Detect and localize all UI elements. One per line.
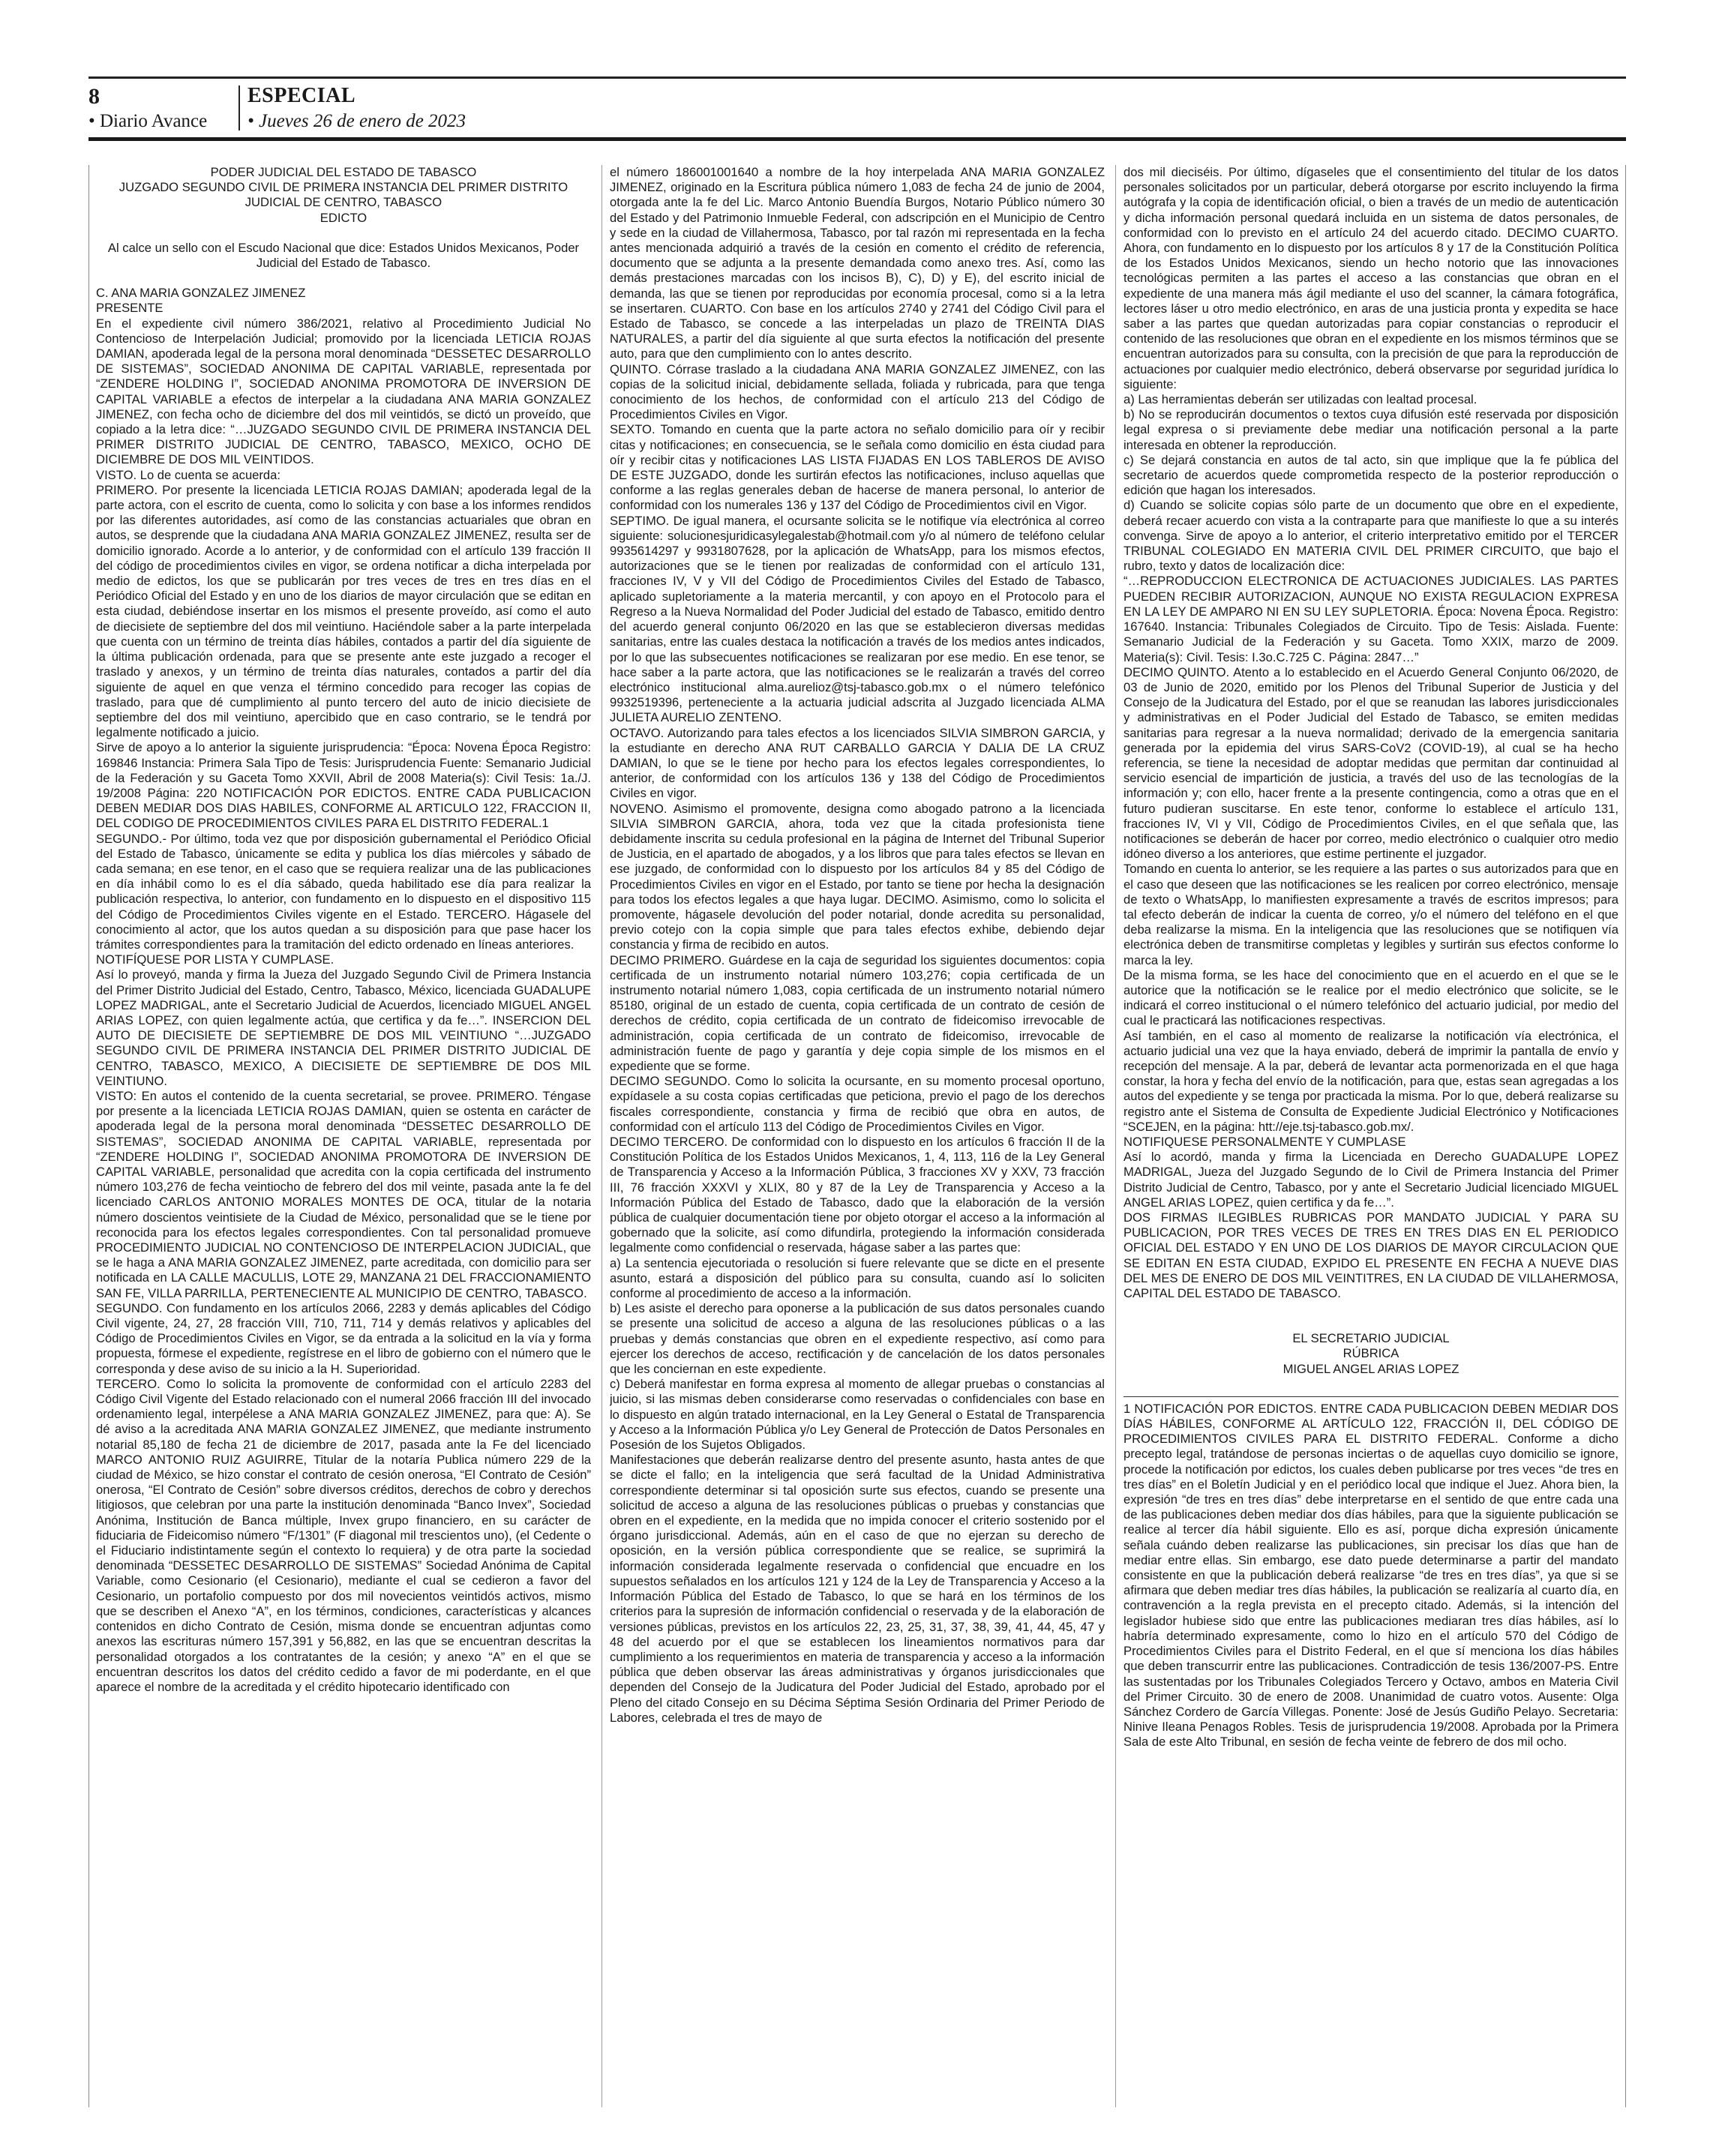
paragraph: PRIMERO. Por presente la licenciada LETICIA ROJAS DAMIAN; apoderada legal de la parte actora, con el escrito de cuenta, como lo solicita y con base a los informes rendidos por las diferentes autoridades, así como de las constancias actuariales que obran en autos, se desprende que la ciudadana ANA MARIA GONZALEZ JIMENEZ, resulta ser de domicilio ignorado. Acorde a lo anterior, y de conformidad con el artículo 139 fracción II del código de procedimientos civiles en vigor, se ordena notificar a dicha interpelada por medio de edictos, los que se publicarán por tres veces de tres en tres días en el Periódico Oficial del Estado y en uno de los diarios de mayor circulación que se editan en esta ciudad, debiéndose insertar en los mismos el presente proveído, así como el auto de diecisiete de septiembre del dos mil veintiuno. Haciéndole saber a la parte interpelada que cuenta con un término de treinta días hábiles, contados a partir del día siguiente de la última publicación ordenada, para que se presente ante este juzgado a recoger el traslado y anexos, y un término de treinta días naturales, contados a partir del día siguiente de aquel en que venza el término concedido para recoger las copias de traslado, para que dé cumplimiento al punto tercero del auto de inicio diecisiete de septiembre del dos mil veintiuno, apercibido que en caso contrario, se le tendrá por legalmente notificado a juicio.	[96, 482, 591, 740]
signature-title: EL SECRETARIO JUDICIAL	[1292, 1331, 1450, 1346]
paragraph: TERCERO. Como lo solicita la promovente de conformidad con el artículo 2283 del Código Civil Vigente del Estado relacionado con el numeral 2066 fracción III del invocado ordenamiento legal, interpélese a ANA MARIA GONZALEZ JIMENEZ, para que: A). Se dé aviso a la acreditada ANA MARIA GONZALEZ JIMENEZ, que mediante instrumento notarial 85,180 de fecha 21 de diciembre de 2017, pasada ante la Fe del licenciado MARCO ANTONIO RUIZ AGUIRRE, Titular de la notaría Publica número 229 de la ciudad de México, se hizo constar el contrato de cesión onerosa, “El Contrato de Cesión” onerosa, “El Contrato de Cesión” sobre diversos créditos, derechos de cobro y derechos litigiosos, que celebran por una parte la institución denominada “Banco Invex”, Sociedad Anónima, Institución de Banca múltiple, Invex grupo financiero, en su carácter de fiduciaria de Fideicomiso número “F/1301” (F diagonal mil trescientos uno), (el Cedente o el Fiduciario indistintamente según el contexto lo requiera) y de otra parte la sociedad denominada “DESSETEC DESARROLLO DE SISTEMAS” Sociedad Anónima de Capital Variable, como Cesionario (el Cesionario), mediante el cual se cedieron a favor del Cesionario, un portafolio compuesto por dos mil novecientos veintidós activos, mismo que se describen el Anexo “A”, en los términos, condiciones, características y alcances contenidos en dicho Contrato de Cesión, misma donde se encuentran adjuntas como anexos las escrituras número 157,391 y 56,882, en las que se encuentran descritas la personalidad otorgados a los contratantes de la cesión; y anexo “A” en el que se encuentran descritos los datos del crédito cedido a favor de mi poderdante, en el que aparece el nombre de la acreditada y el crédito hipotecario identificado con	[96, 1376, 591, 1694]
paragraph: Sirve de apoyo a lo anterior la siguiente jurisprudencia: “Época: Novena Época Registro: 169846 Instancia: Primera Sala Tipo de Tesis: Jurisprudencia Fuente: Semanario Judicial de la Federación y su Gaceta Tomo XXVII, Abril de 2008 Materia(s): Civil Tesis: 1a./J. 19/2008 Página: 220 NOTIFICACIÓN POR EDICTOS. ENTRE CADA PUBLICACION DEBEN MEDIAR DOS DIAS HABILES, CONFORME AL ARTICULO 122, FRACCION II, DEL CODIGO DE PROCEDIMIENTOS CIVILES PARA EL DISTRITO FEDERAL.1	[96, 740, 591, 831]
paragraph: SEGUNDO. Con fundamento en los artículos 2066, 2283 y demás aplicables del Código Civil vigente, 24, 27, 28 fracción VIII, 710, 711, 714 y demás relativos y aplicables del Código de Procedimientos Civiles en Vigor, se da entrada a la solicitud en la vía y forma propuesta, fórmese el expediente, regístrese en el libro de gobierno con el número que le corresponda y dese aviso de su inicio a la H. Superioridad.	[96, 1300, 591, 1376]
signature-rubrica: RÚBRICA	[1342, 1346, 1400, 1361]
paragraph: NOTIFIQUESE PERSONALMENTE Y CUMPLASE	[1124, 1135, 1406, 1149]
paragraph: NOTIFÍQUESE POR LISTA Y CUMPLASE.	[96, 952, 334, 967]
court-heading: PODER JUDICIAL DEL ESTADO DE TABASCO	[210, 165, 477, 179]
paragraph: NOVENO. Asimismo el promovente, designa como abogado patrono a la licenciada SILVIA SIMBRON GARCIA, ahora, toda vez que la citada profesionista tiene debidamente inscrita su cedula profesional en la página de Internet del Tribunal Superior de Justicia, en el apartado de abogados, y a los libros que para tales efectos se llevan en ese juzgado, de conformidad con lo dispuesto por los artículos 84 y 85 del Código de Procedimientos Civiles en vigor en el Estado, por tanto se tiene por hecha la designación para todos los efectos legales a que haya lugar. DECIMO. Asimismo, como lo solicita el promovente, hágasele devolución del poder notarial, donde acredita su personalidad, previo cotejo con la copia simple que para tales efectos exhibe, debiendo dejar constancia y firma de recibido en autos.	[610, 801, 1105, 952]
paragraph: DECIMO SEGUNDO. Como lo solicita la ocursante, en su momento procesal oportuno, expídasele a su costa copias certificadas que peticiona, previo el pago de los derechos fiscales correspondiente, constancia y firma de recibió que obra en autos, de conformidad con el artículo 113 del Código de Procedimientos Civiles en Vigor.	[610, 1074, 1105, 1134]
paragraph: En el expediente civil número 386/2021, relativo al Procedimiento Judicial No Contencioso de Interpelación Judicial; promovido por la licenciada LETICIA ROJAS DAMIAN, apoderada legal de la persona moral denominada “DESSETEC DESARROLLO DE SISTEMAS”, SOCIEDAD ANONIMA DE CAPITAL VARIABLE, representada por “ZENDERE HOLDING I”, SOCIEDAD ANONIMA PROMOTORA DE INVERSION DE CAPITAL VARIABLE a efectos de interpelar a la ciudadana ANA MARIA GONZALEZ JIMENEZ, con fecha ocho de diciembre del dos mil veintidós, se dictó un proveído, que copiado a la letra dice: “…JUZGADO SEGUNDO CIVIL DE PRIMERA INSTANCIA DEL PRIMER DISTRITO JUDICIAL DE CENTRO, TABASCO, MEXICO, OCHO DE DICIEMBRE DE DOS MIL VEINTIDOS.	[96, 316, 591, 467]
column-2	[610, 165, 1105, 2107]
paragraph: c) Se dejará constancia en autos de tal acto, sin que implique que la fe pública del secretario de acuerdos quede comprometida respecto de la posterior reproducción o edición que hagan los interesados.	[1124, 452, 1618, 498]
edict-title: EDICTO	[320, 210, 368, 225]
paragraph: Manifestaciones que deberán realizarse dentro del presente asunto, hasta antes de que se dicte el fallo; en la inteligencia que será facultad de la Unidad Administrativa correspondiente determinar si tal oposición surte sus efectos, cuando se presente una solicitud de acceso a alguna de las resoluciones públicas o pruebas y constancias que obren en el expediente, en la medida que no impida conocer el criterio sostenido por el órgano jurisdiccional. Además, aún en el caso de que no ejerzan su derecho de oposición, en la versión pública correspondiente que se realice, se suprimirá la información considerada legalmente reservada o confidencial que encuadre en los supuestos señalados en los artículos 121 y 124 de la Ley de Transparencia y Acceso a la Información Pública del Estado de Tabasco, lo que se hará en los términos de los criterios para la supresión de información confidencial o reservada y de la elaboración de versiones públicas, previstos en los artículos 22, 23, 25, 31, 37, 38, 39, 41, 44, 45, 47 y 48 del acuerdo por el que se establecen los lineamientos normativos para dar cumplimiento a los requerimientos en materia de transparencia y acceso a la información pública que deben observar las áreas administrativas y órganos jurisdiccionales que dependen del Consejo de la Judicatura del Poder Judicial del Estado, aprobado por el Pleno del citado Consejo en su Décima Séptima Sesión Ordinaria del Primer Periodo de Labores, celebrada el tres de mayo de	[610, 1453, 1105, 1725]
column-rule	[1115, 165, 1116, 2107]
top-rule	[88, 76, 1626, 79]
paragraph: “…REPRODUCCION ELECTRONICA DE ACTUACIONES JUDICIALES. LAS PARTES PUEDEN RECIBIR AUTORIZACION, AUNQUE NO EXISTA REGULACION EXPRESA EN LA LEY DE AMPARO NI EN SU LEY SUPLETORIA. Época: Novena Época. Registro: 167640. Instancia: Tribunales Colegiados de Circuito. Tipo de Tesis: Aislada. Fuente: Semanario Judicial de la Federación y su Gaceta. Tomo XXIX, marzo de 2009. Materia(s): Civil. Tesis: I.3o.C.725 C. Página: 2847…”	[1124, 574, 1618, 664]
paragraph: DOS FIRMAS ILEGIBLES RUBRICAS POR MANDATO JUDICIAL Y PARA SU PUBLICACION, POR TRES VECES DE TRES EN TRES DIAS EN EL PERIODICO OFICIAL DEL ESTADO Y EN UNO DE LOS DIARIOS DE MAYOR CIRCULACION QUE SE EDITAN EN ESTA CIUDAD, EXPIDO EL PRESENTE EN FECHA A NUEVE DIAS DEL MES DE ENERO DE DOS MIL VEINTITRES, EN LA CIUDAD DE VILLAHERMOSA, CAPITAL DEL ESTADO DE TABASCO.	[1124, 1210, 1618, 1301]
paragraph: SEXTO. Tomando en cuenta que la parte actora no señalo domicilio para oír y recibir citas y notificaciones; en consecuencia, se le señala como domicilio en ésta ciudad para oír y recibir citas y notificaciones LAS LISTA FIJADAS EN LOS TABLEROS DE AVISO DE ESTE JUZGADO, donde les surtirán efectos las notificaciones, incluso aquellas que conforme a las reglas generales deban de hacerse de manera personal, lo anterior de conformidad con los numerales 136 y 137 del Código de Procedimientos civil en Vigor.	[610, 422, 1105, 513]
addressee: C. ANA MARIA GONZALEZ JIMENEZ	[96, 286, 306, 301]
section-title: ESPECIAL	[248, 84, 356, 107]
paragraph: d) Cuando se solicite copias sólo parte de un documento que obre en el expediente, deberá recaer acuerdo con vista a la contraparte para que manifieste lo que a su interés convenga. Sirve de apoyo a lo anterior, el criterio interpretativo emitido por el TERCER TRIBUNAL COLEGIADO EN MATERIA CIVIL DEL PRIMER CIRCUITO, que bajo el rubro, texto y datos de localización dice:	[1124, 498, 1618, 574]
paragraph: el número 186001001640 a nombre de la hoy interpelada ANA MARIA GONZALEZ JIMENEZ, originado en la Escritura pública número 1,083 de fecha 24 de junio de 2004, otorgada ante la fe del Lic. Marco Antonio Buendía Burgos, Notario Público número 30 del Estado y del Patrimonio Inmueble Federal, con adscripción en el Municipio de Centro y sede en la ciudad de Villahermosa, Tabasco, por tal razón mi representada en la fecha antes mencionada adquirió a través de la cesión en comento el crédito de referencia, documento que se adjunta a la presente demandada como anexo tres. Así, como las demás prestaciones marcadas con los incisos B), C), D) y E), del escrito inicial de demanda, las que se tienen por reproducidas por economía procesal, como si a la letra se insertaren. CUARTO. Con base en los artículos 2740 y 2741 del Código Civil para el Estado de Tabasco, se concede a las interpeladas un plazo de TREINTA DIAS NATURALES, a partir del día siguiente al que surta efectos la notificación del presente auto, para que den cumplimiento con lo antes descrito.	[610, 165, 1105, 361]
paragraph: SEPTIMO. De igual manera, el ocursante solicita se le notifique vía electrónica al correo siguiente: solucionesjuridicasylegalestab@hotmail.com y/o al número de teléfono celular 9935614297 y 9931807628, por la aplicación de WhatsApp, para los mismos efectos, autorizaciones que se le tienen por realizadas de conformidad con el artículo 131, fracciones IV, V y VII del Código de Procedimientos Civiles del Estado de Tabasco, aplicado supletoriamente a la materia mercantil, y con apoyo en el Protocolo para el Regreso a la Nueva Normalidad del Poder Judicial del estado de Tabasco, emitido dentro del acuerdo general conjunto 06/2020 en las que se establecieron diversas medidas sanitarias, entre las cuales destaca la notificación a través de los medios antes indicados, por lo que las subsecuentes notificaciones se realizaran por ese medio. En ese tenor, se hace saber a la parte actora, que las notificaciones se le realizarán a través del correo electrónico institucional alma.aurelioz@tsj-tabasco.gob.mx o el número telefónico 9932519396, perteneciente a la actuaria judicial adscrita al Juzgado licenciada ALMA JULIETA AURELIO ZENTENO.	[610, 513, 1105, 725]
footnote-rule	[1124, 1396, 1618, 1397]
paragraph: DECIMO QUINTO. Atento a lo establecido en el Acuerdo General Conjunto 06/2020, de 03 de Junio de 2020, emitido por los Plenos del Tribunal Superior de Justicia y del Consejo de la Judicatura del Estado, por el que se reanudan las labores jurisdiccionales y administrativas en el Poder Judicial del Estado de Tabasco, se emiten medidas sanitarias para regresar a la nueva normalidad; derivado de la emergencia sanitaria generada por la epidemia del virus SARS-CoV2 (COVID-19), al cual se ha hecho referencia, se tiene la necesidad de adoptar medidas que permitan dar continuidad al servicio esencial de impartición de justicia, a través del uso de las tecnologías de la información y; con ello, hacer frente a la presente contingencia, como a otras que en el futuro pudieran suscitarse. En este tenor, conforme lo establece el artículo 131, fracciones IV, VI y VII, Código de Procedimientos Civiles, en el que señala que, las notificaciones se deberán de hacer por correo, medio electrónico o cualquier otro medio idóneo diverso a los anteriores, que estime pertinente el juzgador.	[1124, 664, 1618, 862]
paragraph: DECIMO PRIMERO. Guárdese en la caja de seguridad los siguientes documentos: copia certificada de un instrumento notarial número 103,276; copia certificada de un instrumento notarial número 1,083, copia certificada de un instrumento notarial número 85180, original de un estado de cuenta, copia certificada de un contrato de cesión de derechos de crédito, copia certificada de un contrato de fideicomiso irrevocable de administración, copia certificada de un contrato de fideicomiso, irrevocable de administración fuente de pago y garantía y deje copia simple de los mismos en el expediente que se forme.	[610, 952, 1105, 1073]
column-3	[1124, 165, 1618, 2107]
signature-name: MIGUEL ANGEL ARIAS LOPEZ	[1282, 1361, 1460, 1376]
paragraph: DECIMO TERCERO. De conformidad con lo dispuesto en los artículos 6 fracción II de la Constitución Política de los Estados Unidos Mexicanos, 1, 4, 113, 116 de la Ley General de Transparencia y Acceso a la Información Pública, 3 fracciones XV y XXV, 73 fracción III, 76 fracción XXXVI y XLIX, 80 y 87 de la Ley de Transparencia y Acceso a la Información Pública del Estado de Tabasco, dado que la elaboración de la versión pública de cualquier documentación tiene por objeto otorgar el acceso a la información al gobernado que la solicite, así como difundirla, protegiendo la información considerada legalmente como confidencial o reservada, hágase saber a las partes que:	[610, 1135, 1105, 1255]
addressee-present: PRESENTE	[96, 301, 164, 316]
footnote: 1 NOTIFICACIÓN POR EDICTOS. ENTRE CADA PUBLICACION DEBEN MEDIAR DOS DÍAS HÁBILES, CONFORME AL ARTÍCULO 122, FRACCIÓN II, DEL CÓDIGO DE PROCEDIMIENTOS CIVILES PARA EL DISTRITO FEDERAL. Conforme a dicho precepto legal, tratándose de personas inciertas o de aquellas cuyo domicilio se ignore, procede la notificación por edictos, los cuales deben publicarse por tres veces “de tres en tres días” en el Boletín Judicial y en el periódico local que indique el Juez. Ahora bien, la expresión “de tres en tres días” debe interpretarse en el sentido de que entre cada una de las publicaciones deben mediar dos días hábiles, para que la siguiente publicación se realice al tercer día hábil siguiente. Ello es así, porque dicha expresión únicamente señala cuándo deben realizarse las publicaciones, sin precisar los días que han de mediar entre ellas. Sin embargo, ese dato puede determinarse a partir del mandato consistente en que la publicación deberá realizarse “de tres en tres días”, ya que si se afirmara que deben mediar tres días hábiles, la publicación se realizaría al cuarto día, en contravención a la regla prevista en el precepto citado. Además, si la intención del legislador hubiese sido que entre las publicaciones mediaran tres días hábiles, así lo habría determinado expresamente, como lo hizo en el artículo 570 del Código de Procedimientos Civiles para el Distrito Federal, en el que sí menciona los días hábiles que deben transcurrir entre las publicaciones. Contradicción de tesis 136/2007-PS. Entre las sustentadas por los Tribunales Colegiados Tercero y Octavo, ambos en Materia Civil del Primer Circuito. 30 de enero de 2008. Unanimidad de cuatro votos. Ausente: Olga Sánchez Cordero de García Villegas. Ponente: José de Jesús Gudiño Pelayo. Secretaria: Ninive Ileana Penagos Robles. Tesis de jurisprudencia 19/2008. Aprobada por la Primera Sala de este Alto Tribunal, en sesión de fecha veinte de febrero de dos mil ocho.	[1124, 1401, 1618, 1750]
paragraph: a) Las herramientas deberán ser utilizadas con lealtad procesal.	[1124, 392, 1478, 407]
paragraph: b) No se reproducirán documentos o textos cuya difusión esté reservada por disposición legal expresa o si previamente debe mediar una notificación personal a la parte interesada en obtener la reproducción.	[1124, 407, 1618, 452]
page-header	[88, 81, 1626, 133]
edict-frame	[88, 165, 1626, 2107]
header-rule	[88, 137, 1626, 141]
paragraph: De la misma forma, se les hace del conocimiento que en el acuerdo en el que se le autorice que la notificación se le realice por el medio electrónico que solicite, se le indicará el correo institucional o el número telefónico del actuario judicial, por medio del cual le practicará las notificaciones respectivas.	[1124, 967, 1618, 1028]
page-number: 8	[88, 84, 100, 109]
paragraph: a) La sentencia ejecutoriada o resolución si fuere relevante que se dicte en el presente asunto, estará a disposición del público para su consulta, cuando así lo soliciten conforme al procedimiento de acceso a la información.	[610, 1255, 1105, 1301]
paragraph: b) Les asiste el derecho para oponerse a la publicación de sus datos personales cuando se presente una solicitud de acceso a alguna de las resoluciones públicas o a las pruebas y demás constancias que obren en el expediente respectivo, así como para ejercer los derechos de acceso, rectificación y de cancelación de los datos personales que les conciernan en este expediente.	[610, 1301, 1105, 1377]
paragraph: SEGUNDO.- Por último, toda vez que por disposición gubernamental el Periódico Oficial del Estado de Tabasco, únicamente se edita y publica los días miércoles y sábado de cada semana; en ese tenor, en el caso que se requiera realizar una de las publicaciones en día inhábil como lo es el día sábado, queda habilitado ese día para realizar la publicación respectiva, lo anterior, con fundamento en lo dispuesto en el dispositivo 115 del Código de Procedimientos Civiles vigente en el Estado. TERCERO. Hágasele del conocimiento al actor, que los autos quedan a su disposición para que pase hacer los trámites correspondientes para la tramitación del edicto ordenado en líneas anteriores.	[96, 831, 591, 952]
paragraph: VISTO. Lo de cuenta se acuerda:	[96, 467, 280, 482]
paragraph: VISTO: En autos el contenido de la cuenta secretarial, se provee. PRIMERO. Téngase por presente a la licenciada LETICIA ROJAS DAMIAN, quien se ostenta en carácter de apoderada legal de la persona moral denominada “DESSETEC DESARROLLO DE SISTEMAS”, SOCIEDAD ANONIMA DE CAPITAL VARIABLE, representada por “ZENDERE HOLDING I”, SOCIEDAD ANONIMA PROMOTORA DE INVERSION DE CAPITAL VARIABLE, personalidad que acredita con la copia certificada del instrumento número 103,276 de fecha veintiocho de febrero del dos mil veinte, pasada ante la fe del licenciado CARLOS ANTONIO MORALES MONTES DE OCA, titular de la notaria número doscientos veintisiete de la Ciudad de México, personalidad que se le tiene por reconocida para los efectos legales correspondientes. Con tal personalidad promueve PROCEDIMIENTO JUDICIAL NO CONTENCIOSO DE INTERPELACION JUDICIAL, que se le haga a ANA MARIA GONZALEZ JIMENEZ, parte acreditada, con domicilio para ser notificada en LA CALLE MACULLIS, LOTE 29, MANZANA 21 DEL FRACCIONAMIENTO SAN FE, VILLA PARRILLA, PERTENECIENTE AL MUNICIPIO DE CENTRO, TABASCO.	[96, 1088, 591, 1300]
court-name: JUZGADO SEGUNDO CIVIL DE PRIMERA INSTANCIA DEL PRIMER DISTRITO JUDICIAL DE CENTRO, TABASCO	[118, 180, 568, 210]
paragraph: Tomando en cuenta lo anterior, se les requiere a las partes o sus autorizados para que en el caso que deseen que las notificaciones se les realicen por correo electrónico, mensaje de texto o WhatsApp, lo manifiesten expresamente a través de escritos impresos; para tal efecto deberán de indicar la cuenta de correo, y/o el número del teléfono en el que deba realizarse la misma. En la inteligencia que las resoluciones que se notifiquen vía electrónica deben de transmitirse completas y legibles y surtirán sus efectos conforme lo marca la ley.	[1124, 862, 1618, 967]
paragraph: Así lo acordó, manda y firma la Licenciada en Derecho GUADALUPE LOPEZ MADRIGAL, Jueza del Juzgado Segundo de lo Civil de Primera Instancia del Primer Distrito Judicial de Centro, Tabasco, por y ante el Secretario Judicial licenciado MIGUEL ANGEL ARIAS LOPEZ, quien certifica y da fe…”.	[1124, 1150, 1618, 1210]
publication-name: • Diario Avance	[88, 111, 208, 131]
header-divider	[238, 85, 240, 130]
paragraph: Así también, en el caso al momento de realizarse la notificación vía electrónica, el actuario judicial una vez que la haya enviado, deberá de imprimir la pantalla de envío y recepción del mensaje. A la par, deberá de levantar acta pormenorizada en el que haga constar, la hora y fecha del envío de la notificación, para que, estas sean agregadas a los autos del expediente y se tenga por practicada la misma. Por lo que, deberá realizarse su registro ante el Sistema de Consulta de Expediente Judicial Electrónico y Notificaciones “SCEJEN, en la página: htt://eje.tsj-tabasco.gob.mx/.	[1124, 1028, 1618, 1134]
paragraph: OCTAVO. Autorizando para tales efectos a los licenciados SILVIA SIMBRON GARCIA, y la estudiante en derecho ANA RUT CARBALLO GARCIA Y DALIA DE LA CRUZ DAMIAN, lo que se le tiene por hecho para los efectos legales correspondientes, lo anterior, de conformidad con los artículos 136 y 138 del Código de Procedimientos Civiles en vigor.	[610, 725, 1105, 801]
seal-note: Al calce un sello con el Escudo Nacional que dice: Estados Unidos Mexicanos, Poder Judicial del Estado de Tabasco.	[107, 240, 580, 271]
paragraph: QUINTO. Córrase traslado a la ciudadana ANA MARIA GONZALEZ JIMENEZ, con las copias de la solicitud inicial, debidamente sellada, foliada y rubricada, para que tenga conocimiento de los hechos, de conformidad con el artículo 213 del Código de Procedimientos Civiles en Vigor.	[610, 361, 1105, 422]
paragraph: dos mil dieciséis. Por último, dígaseles que el consentimiento del titular de los datos personales solicitados por un particular, deberá otorgarse por escrito incluyendo la firma autógrafa y la copia de identificación oficial, o bien a través de un medio de autenticación y dicha información personal quedará incluida en un sistema de datos personales, de conformidad con lo previsto en el artículo 24 del acuerdo citado. DECIMO CUARTO. Ahora, con fundamento en lo dispuesto por los artículos 8 y 17 de la Constitución Política de los Estados Unidos Mexicanos, siendo un hecho notorio que las innovaciones tecnológicas permiten a las partes el acceso a las constancias que obran en el expediente de una manera más ágil mediante el uso del scanner, la cámara fotográfica, lectores láser u otro medio electrónico, en aras de una justicia pronta y expedita se hace saber a las partes que quedan autorizadas para copiar constancias o reproducir el contenido de las resoluciones que obran en el expediente en los mismos términos que se encuentran autorizados para su consulta, con la precisión de que para la reproducción de actuaciones por cualquier medio electrónico, deberá observarse por seguridad jurídica lo siguiente:	[1124, 165, 1618, 391]
paragraph: Así lo proveyó, manda y firma la Jueza del Juzgado Segundo Civil de Primera Instancia del Primer Distrito Judicial del Estado, Centro, Tabasco, México, licenciada GUADALUPE LOPEZ MADRIGAL, ante el Secretario Judicial de Acuerdos, licenciado MIGUEL ANGEL ARIAS LOPEZ, con quien legalmente actúa, que certifica y da fe…”. INSERCION DEL AUTO DE DIECISIETE DE SEPTIEMBRE DE DOS MIL VEINTIUNO “…JUZGADO SEGUNDO CIVIL DE PRIMERA INSTANCIA DEL PRIMER DISTRITO JUDICIAL DE CENTRO, TABASCO, MEXICO, A DIECISIETE DE SEPTIEMBRE DE DOS MIL VEINTIUNO.	[96, 967, 591, 1088]
column-1	[96, 165, 591, 2107]
paragraph: c) Deberá manifestar en forma expresa al momento de allegar pruebas o constancias al juicio, si las mismas deben considerarse como reservadas o confidenciales con base en lo dispuesto en algún tratado internacional, en la Ley General o Estatal de Transparencia y Acceso a la Información Pública y/o Ley General de Protección de Datos Personales en Posesión de los Sujetos Obligados.	[610, 1377, 1105, 1453]
issue-date: • Jueves 26 de enero de 2023	[248, 111, 466, 131]
